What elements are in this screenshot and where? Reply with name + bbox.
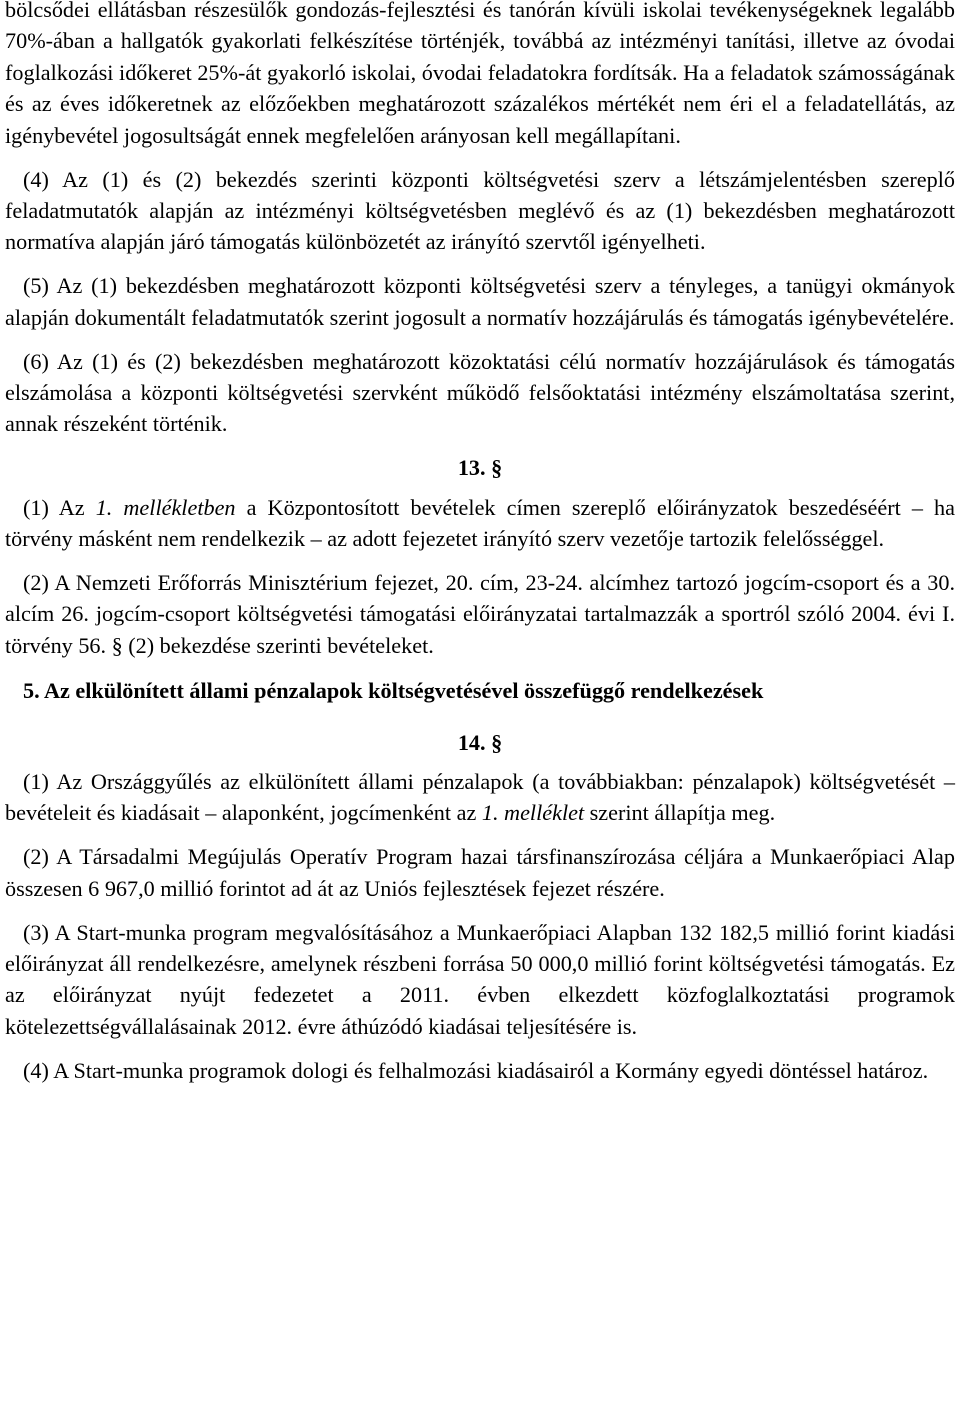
s13-p1-italic: 1. mellékletben [95,494,236,520]
s14-p1-text-a: (1) Az Országgyűlés az elkülönített állami pénzalapok (a továbbiakban: pénzalapok) költségvetését – bevételeit és kiadásait – alaponként, jogcímenként az [5,769,955,826]
chapter-5-heading: 5. Az elkülönített állami pénzalapok költségvetésével összefüggő rendelkezések [23,678,764,704]
section-14-heading: 14. § [457,729,503,755]
paragraph-5: (5) Az (1) bekezdésben meghatározott központi költségvetési szerv a tényleges, a tanügyi okmányok alapján dokumentált feladatmutatók szerint jogosult a normatív hozzájárulás és támogatás igénybevételére. [5,273,955,330]
intro-paragraph: bölcsődei ellátásban részesülők gondozás-fejlesztési és tanórán kívüli iskolai tevékenységeknek legalább 70%-ában a hallgatók gyakorlati felkészítése történjék, továbbá az intézményi tanítási, illetve az óvodai foglalkozási időkeret 25%-át gyakorló iskolai, óvodai feladatokra fordítsák. Ha a feladatok számosságának és az éves időkeretnek az előzőekben meghatározott százalékos mértékét nem éri el a feladatellátás, az igénybevétel jogosultságát ennek megfelelően arányosan kell megállapítani. [5,0,955,148]
section-13-paragraph-2: (2) A Nemzeti Erőforrás Minisztérium fejezet, 20. cím, 23-24. alcímhez tartozó jogcím-csoport és a 30. alcím 26. jogcím-csoport költségvetési támogatási előirányzatai tartalmazzák a sportról szóló 2004. évi I. törvény 56. § (2) bekezdése szerinti bevételeket. [5,570,955,658]
section-14-paragraph-2: (2) A Társadalmi Megújulás Operatív Program hazai társfinanszírozása céljára a Munkaerőpiaci Alap összesen 6 967,0 millió forintot ad át az Uniós fejlesztések fejezet részére. [5,844,955,901]
paragraph-6: (6) Az (1) és (2) bekezdésben meghatározott közoktatási célú normatív hozzájárulások és támogatás elszámolása a központi költségvetési szervként működő felsőoktatási intézmény elszámoltatása szerint, annak részeként történik. [5,348,955,437]
s14-p1-text-b: szerint állapítja meg. [584,800,776,826]
s14-p1-italic: 1. melléklet [481,800,585,826]
section-14-paragraph-3: (3) A Start-munka program megvalósításához a Munkaerőpiaci Alapban 132 182,5 millió forint kiadási előirányzat áll rendelkezésre, amelynek részbeni forrása 50 000,0 millió forint költségvetési támogatás. Ez az előirányzat nyújt fedezetet a 2011. évben elkezdett közfoglalkoztatási programok kötelezettségvállalásainak 2012. évre áthúzódó kiadásai teljesítésére is. [5,919,955,1039]
section-13-heading: 13. § [457,455,503,481]
section-14-paragraph-4: (4) A Start-munka programok dologi és felhalmozási kiadásairól a Kormány egyedi döntéssel határoz. [23,1057,929,1083]
section-14-paragraph-1 [5,766,955,829]
paragraph-4: (4) Az (1) és (2) bekezdés szerinti központi költségvetési szerv a létszámjelentésben szereplő feladatmutatók alapján az intézményi költségvetésben meglévő és az (1) bekezdésben meghatározott normatíva alapján járó támogatás különbözetét az irányító szervtől igényelheti. [5,166,955,255]
s13-p1-text-b: a Központosított bevételek címen szereplő előirányzatok beszedéséért – ha törvény másként nem rendelkezik – az adott fejezetet irányító szerv vezetője tartozik felelősséggel. [5,494,956,552]
s13-p1-text-a: (1) Az [23,494,96,520]
section-13-paragraph-1 [5,492,955,555]
